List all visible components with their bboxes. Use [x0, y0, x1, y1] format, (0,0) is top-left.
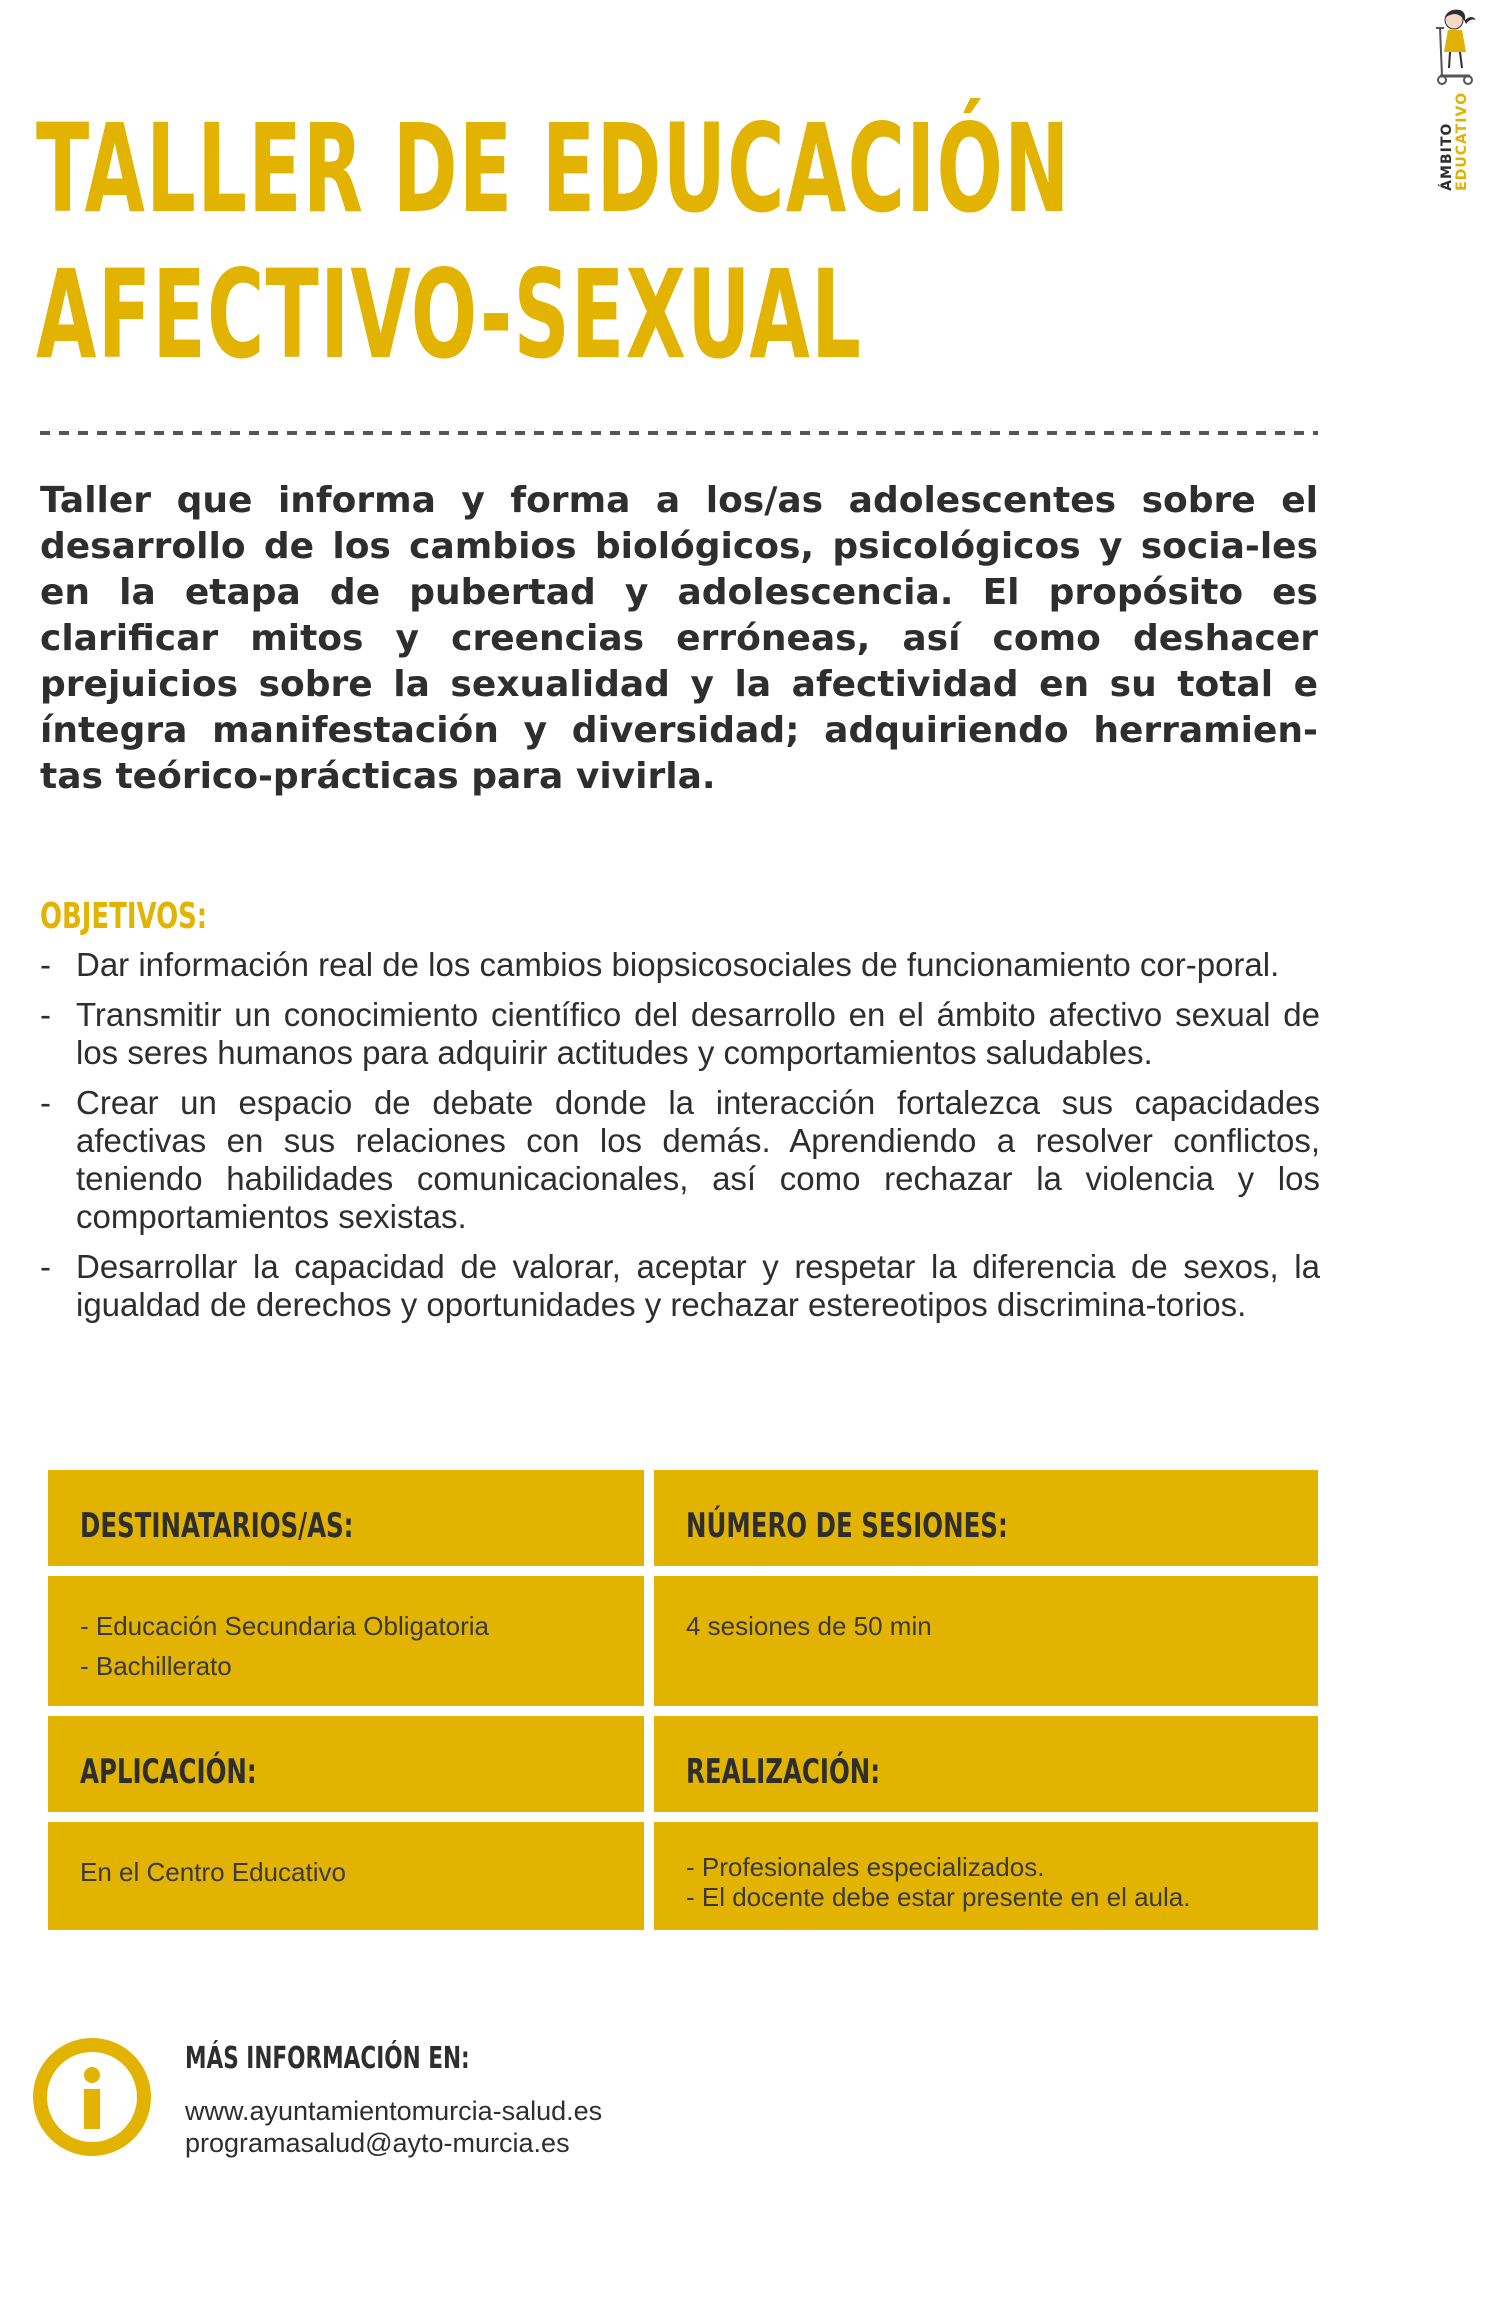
website-link[interactable]: www.ayuntamientomurcia-salud.es: [185, 2096, 603, 2126]
badge-text: [1440, 92, 1470, 191]
email-link[interactable]: programasalud@ayto-murcia.es: [185, 2128, 570, 2158]
list-item: - Desarrollar la capacidad de valorar, aceptar y respetar la diferencia de sexos, la igualdad de derechos y oportunidades y rechazar estereotipos discrimina-torios.: [40, 1248, 1320, 1323]
page-title: [36, 96, 1071, 388]
badge-line1: ÁMBITO: [1439, 122, 1455, 191]
destinatarios-body: [48, 1576, 644, 1706]
dashed-divider: [40, 431, 1318, 435]
ambito-educativo-badge: [1426, 0, 1486, 190]
title-line1: TALLER DE EDUCACIÓN: [36, 98, 1071, 240]
realizacion-line: - El docente debe estar presente en el aula.: [686, 1882, 1191, 1912]
objective-text: Dar información real de los cambios biopsicosociales de funcionamiento cor-poral.: [76, 946, 1280, 983]
objectives-list: [36, 946, 1320, 1336]
sesiones-heading: NÚMERO DE SESIONES:: [686, 1506, 1008, 1546]
aplicacion-line: En el Centro Educativo: [80, 1857, 346, 1887]
objectives-heading: OBJETIVOS:: [40, 896, 208, 937]
sesiones-body: [654, 1576, 1318, 1706]
badge-line2: EDUCATIVO: [1454, 92, 1470, 191]
info-icon: [30, 2035, 154, 2159]
more-info-heading: MÁS INFORMACIÓN EN:: [185, 2041, 470, 2076]
aplicacion-body: [48, 1822, 644, 1930]
destinatarios-line: - Educación Secundaria Obligatoria: [80, 1611, 490, 1641]
realizacion-heading: REALIZACIÓN:: [686, 1752, 881, 1792]
list-item: - Transmitir un conocimiento científico del desarrollo en el ámbito afectivo sexual de los seres humanos para adquirir actitudes y comportamientos saludables.: [40, 996, 1320, 1071]
realizacion-header: [654, 1716, 1318, 1812]
destinatarios-heading: DESTINATARIOS/AS:: [80, 1506, 354, 1546]
objective-text: Crear un espacio de debate donde la interacción fortalezca sus capacidades afectivas en sus relaciones con los demás. Aprendiendo a resolver conflictos, teniendo habilidades comunicacionales, así como rechazar la violencia y los comportamientos sexistas.: [76, 1084, 1320, 1235]
aplicacion-header: [48, 1716, 644, 1812]
destinatarios-line: - Bachillerato: [80, 1651, 232, 1681]
info-grid: [48, 1470, 1318, 1930]
objective-text: Transmitir un conocimiento científico del desarrollo en el ámbito afectivo sexual de los seres humanos para adquirir actitudes y comportamientos saludables.: [76, 996, 1320, 1071]
intro-paragraph: Taller que informa y forma a los/as adolescentes sobre el desarrollo de los cambios biológicos, psicológicos y socia-les en la etapa de pubertad y adolescencia. El propósito es clarificar mitos y creencias erróneas, así como deshacer prejuicios sobre la sexualidad y la afectividad en su total e íntegra manifestación y diversidad; adquiriendo herramien-tas teórico-prácticas para vivirla.: [40, 480, 1318, 797]
title-line2: AFECTIVO-SEXUAL: [36, 244, 863, 386]
objective-text: Desarrollar la capacidad de valorar, aceptar y respetar la diferencia de sexos, la igualdad de derechos y oportunidades y rechazar estereotipos discrimina-torios.: [76, 1248, 1320, 1323]
sesiones-header: [654, 1470, 1318, 1566]
list-item: - Dar información real de los cambios biopsicosociales de funcionamiento cor-poral.: [40, 946, 1280, 983]
realizacion-line: - Profesionales especializados.: [686, 1852, 1045, 1882]
realizacion-body: [654, 1822, 1318, 1930]
destinatarios-header: [48, 1470, 644, 1566]
sesiones-line: 4 sesiones de 50 min: [686, 1611, 932, 1641]
aplicacion-heading: APLICACIÓN:: [80, 1752, 257, 1792]
girl-on-scooter-icon: [1432, 6, 1480, 86]
list-item: - Crear un espacio de debate donde la interacción fortalezca sus capacidades afectivas en sus relaciones con los demás. Aprendiendo a resolver conflictos, teniendo habilidades comunicacionales, así como rechazar la violencia y los comportamientos sexistas.: [40, 1084, 1320, 1235]
